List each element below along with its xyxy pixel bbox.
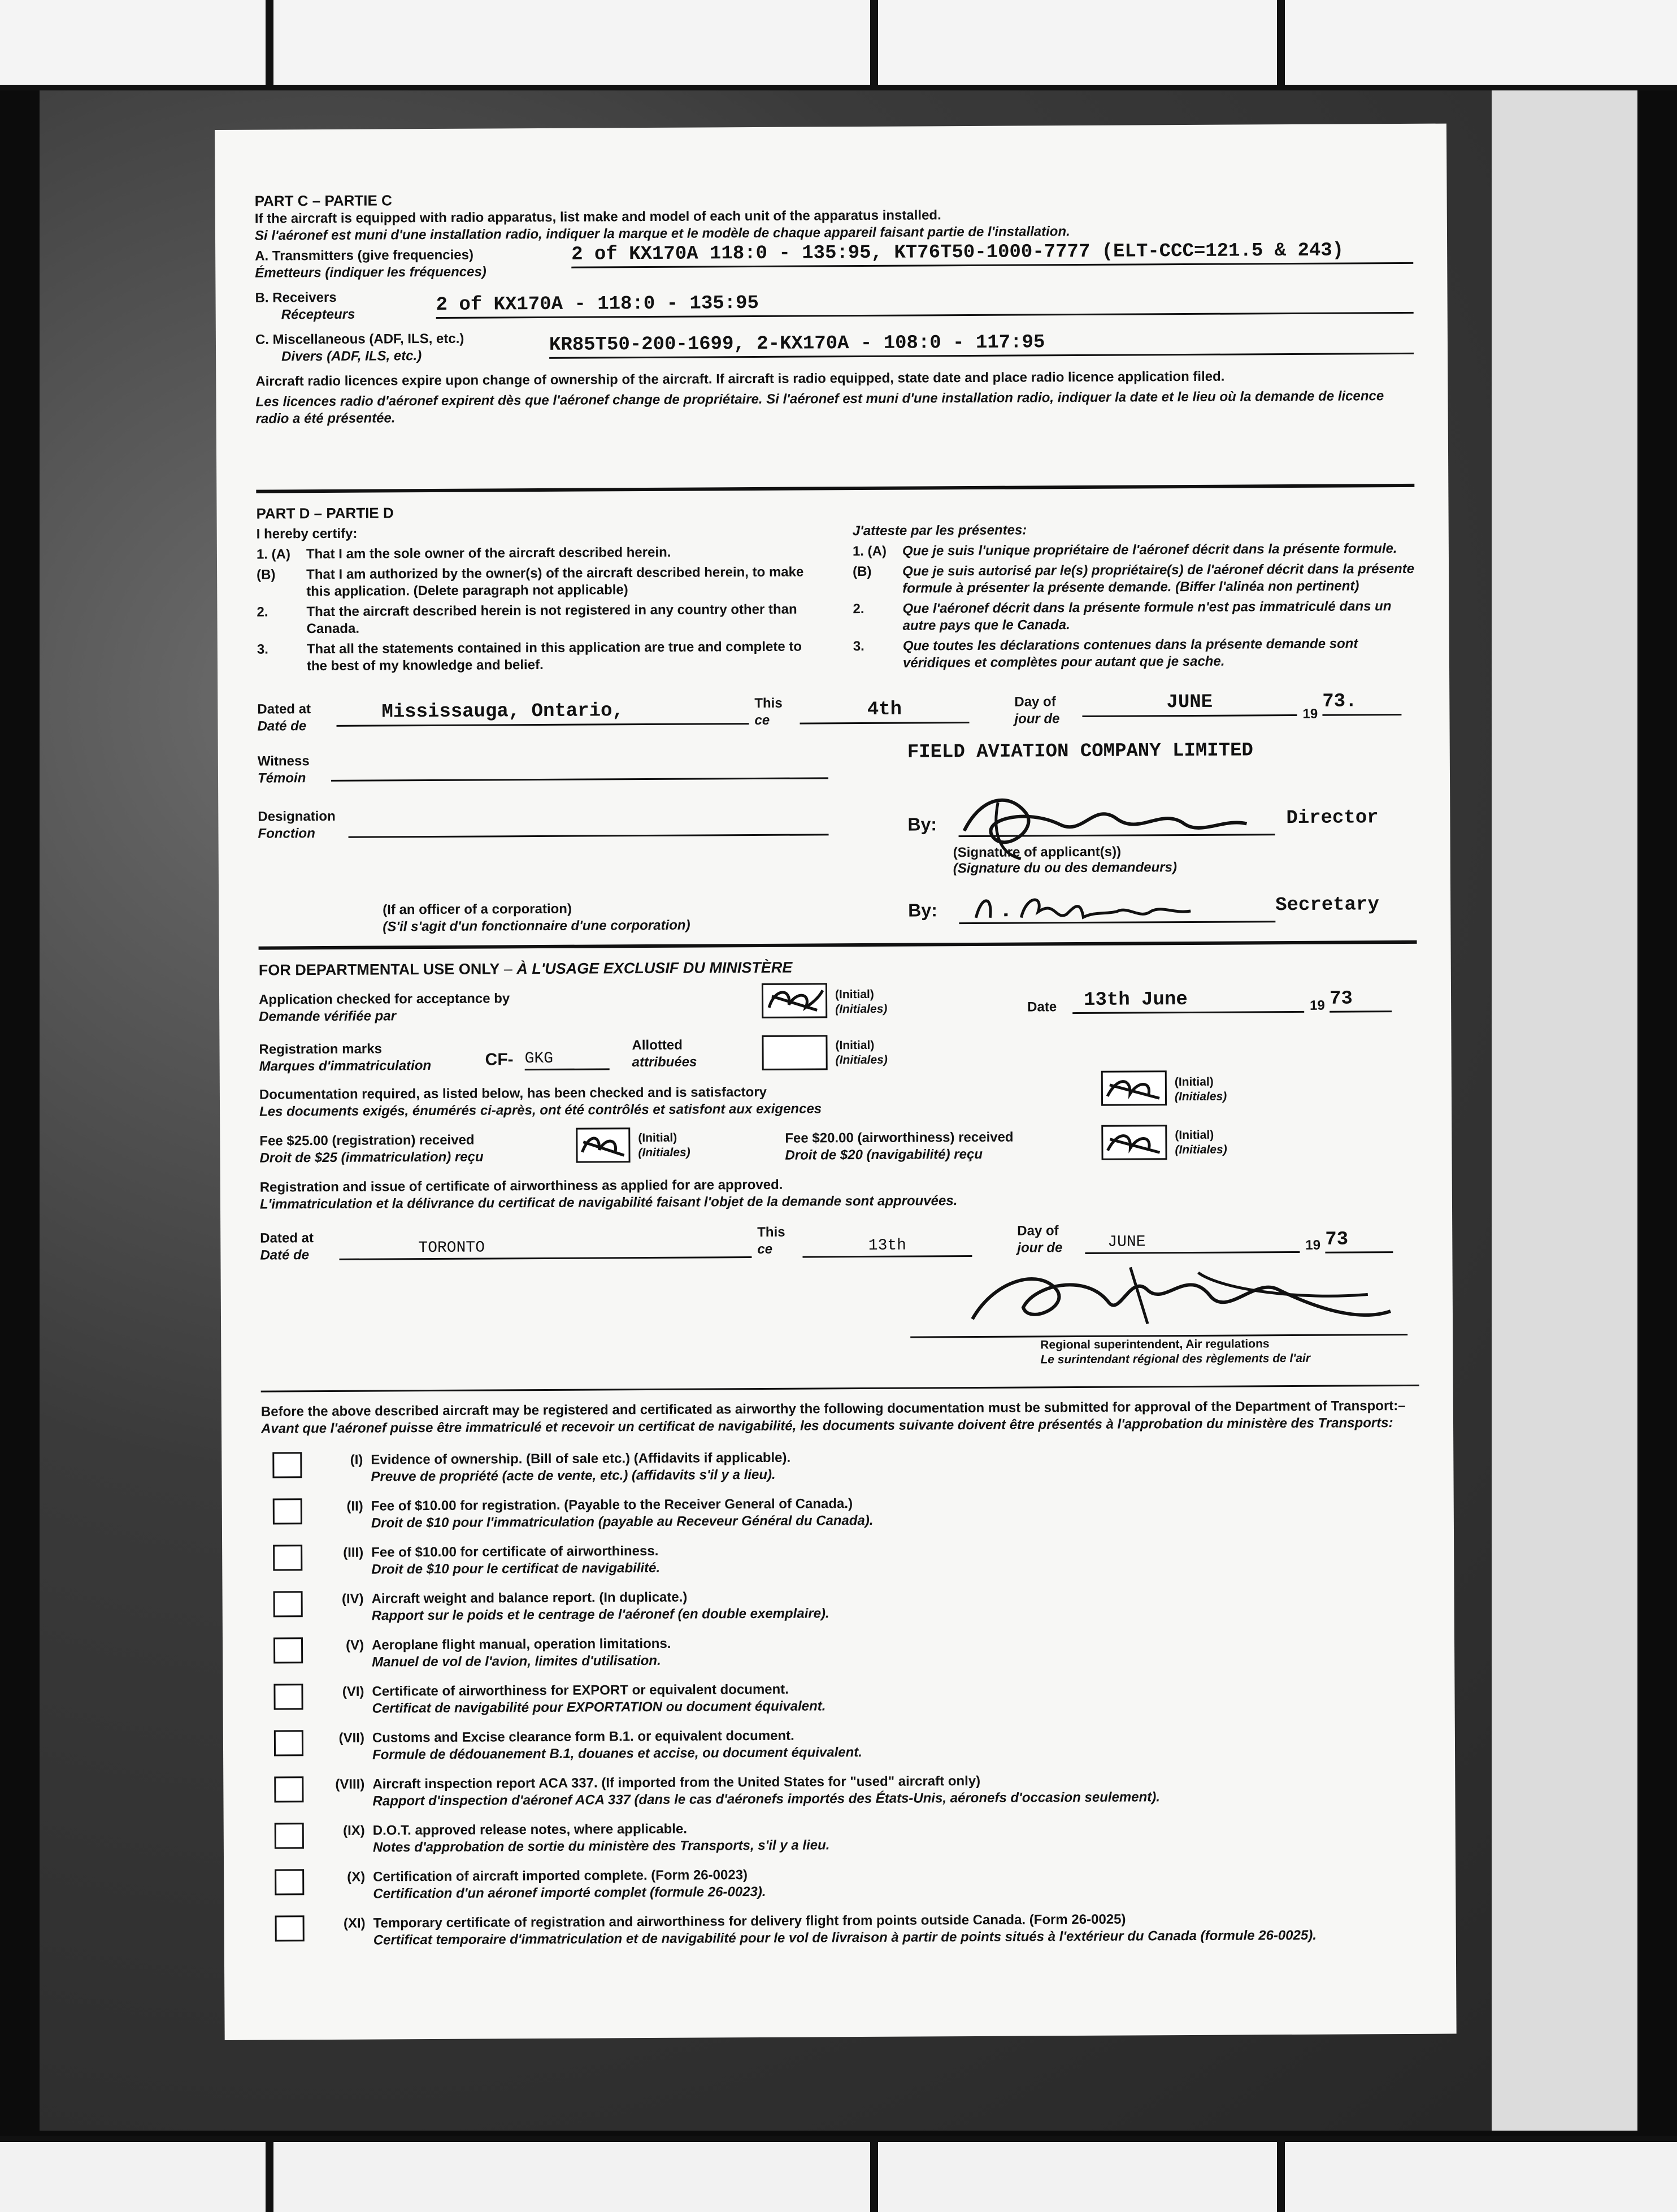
receivers-row — [255, 283, 1413, 326]
part-c — [255, 186, 1414, 427]
licence-note-fr: Les licences radio d'aéronef expirent dès que l'aéronef change de propriétaire. Si l'aéronef est muni d'une installation radio, indiquer la date et le lieu où la demande de licence radio a été présentée. — [255, 388, 1384, 427]
part-d-heading: PART D – PARTIE D — [256, 504, 394, 522]
certify-english-column — [257, 523, 819, 678]
document-item: (VIII) Aircraft inspection report ACA 337. (If imported from the United States for "used" aircraft only) Rapport d'inspection d'aéronef ACA 337 (dans le cas d'aéronefs importés des États-Unis, aéronefs d'occasion seulement). — [274, 1771, 1421, 1811]
document-item: (II) Fee of $10.00 for registration. (Payable to the Receiver General of Canada.) Droit de $10 pour l'immatriculation (payable au Receveur Général du Canada). — [273, 1493, 1420, 1533]
checked-row: Application checked for acceptance by Demande vérifiée par (Initial) (Initiales) Date 13th June 19 73 — [259, 980, 1417, 1031]
certify-item: 3. That all the statements contained in this application are true and complete to the best of my knowledge and belief. — [257, 639, 802, 674]
regional-caption-en: Regional superintendent, Air regulations — [1040, 1337, 1270, 1352]
section-divider — [261, 1385, 1419, 1393]
certify-french-column — [853, 520, 1415, 675]
secretary-signature — [970, 888, 1196, 929]
document-checkbox[interactable] — [273, 1591, 303, 1617]
frame-post — [870, 0, 878, 85]
document-item: (XI) Temporary certificate of registration and airworthiness for delivery flight from points outside Canada. (Form 26-0025) Certificat temporaire d'immatriculation et de navigabilité pour le vol de livraison à partir de points situés à l'extérieur du Canada (formule 26-0025). — [275, 1910, 1422, 1950]
document-item: (VI) Certificate of airworthiness for EXPORT or equivalent document. Certificat de navigabilité pour EXPORTATION ou document équivalent. — [273, 1678, 1420, 1718]
witness-label-fr: Témoin — [257, 770, 306, 786]
receivers-label-fr: Récepteurs — [281, 306, 355, 322]
frame-post — [1277, 0, 1285, 85]
approved-fr: L'immatriculation et la délivrance du certificat de navigabilité faisant l'objet de la demande sont approuvées. — [259, 1192, 958, 1212]
document-checkbox[interactable] — [274, 1776, 303, 1802]
registration-mark-field[interactable]: GKG — [525, 1048, 610, 1070]
approval-day-field[interactable]: 13th — [802, 1235, 972, 1258]
transmitters-field[interactable]: 2 of KX170A 118:0 - 135:95, KT76T50-1000-7777 (ELT-CCC=121.5 & 243) — [571, 238, 1413, 268]
certify-item: 1. (A) That I am the sole owner of the aircraft described herein. — [256, 544, 671, 562]
by-label: By: — [907, 814, 937, 835]
document-checkbox[interactable] — [275, 1823, 304, 1849]
frame-post — [870, 2142, 878, 2212]
dated-row — [257, 691, 1415, 743]
document-checkbox[interactable] — [273, 1545, 302, 1571]
approval-month-field[interactable]: JUNE — [1085, 1231, 1300, 1254]
year-prefix: 19 — [1310, 997, 1325, 1013]
dated-at-field[interactable]: Mississauga, Ontario, — [336, 699, 749, 726]
documents-intro-en: Before the above described aircraft may be registered and certificated as airworthy the following documentation must be submitted for approval of the Department of Transport:– — [260, 1398, 1406, 1420]
frame-post — [266, 2142, 273, 2212]
this-label-fr: ce — [754, 712, 770, 728]
certify-item: 1. (A) Que je suis l'unique propriétaire de l'aéronef décrit dans la présente formule. — [852, 541, 1397, 559]
witness-field[interactable] — [331, 764, 828, 782]
fee-airworthiness-en: Fee $20.00 (airworthiness) received — [785, 1129, 1014, 1146]
document-item: (X) Certification of aircraft imported complete. (Form 26-0023) Certification d'un aéronef importé complet (formule 26-0023). — [275, 1863, 1422, 1903]
checked-label-fr: Demande vérifiée par — [259, 1008, 397, 1025]
fee-registration-en: Fee $25.00 (registration) received — [259, 1132, 475, 1149]
signature-caption-row — [258, 844, 1417, 886]
documentation-initial-box[interactable] — [1101, 1070, 1167, 1106]
section-divider — [256, 483, 1414, 493]
certify-item: (B) That I am authorized by the owner(s) of the aircraft described herein, to make this application. (Delete paragraph not applicable) — [257, 564, 804, 600]
document-item: (VII) Customs and Excise clearance form B.1. or equivalent document. Formule de dédouanement B.1, douanes et accise, ou document équivalent. — [274, 1724, 1421, 1764]
designation-label-fr: Fonction — [258, 826, 315, 842]
by-label: By: — [908, 900, 937, 921]
day-of-label-en: Day of — [1014, 694, 1056, 710]
approval-place-field[interactable]: TORONTO — [339, 1237, 751, 1260]
licence-note-en: Aircraft radio licences expire upon change of ownership of the aircraft. If aircraft is radio equipped, state date and place radio licence application filed. — [255, 368, 1225, 389]
certify-item: 2. That the aircraft described herein is not registered in any country other than Canada. — [257, 601, 797, 637]
month-field[interactable]: JUNE — [1082, 690, 1297, 717]
miscellaneous-row — [255, 325, 1414, 367]
registration-form-page — [215, 124, 1457, 2040]
transmitters-row — [255, 241, 1413, 284]
transmitters-label-fr: Émetteurs (indiquer les fréquences) — [255, 263, 486, 281]
docreq-label-en: Documentation required, as listed below, has been checked and is satisfactory — [259, 1084, 767, 1103]
fee-airworthiness-initial-box[interactable] — [1101, 1125, 1167, 1160]
approved-en: Registration and issue of certificate of airworthiness as applied for are approved. — [259, 1177, 783, 1195]
fee-registration-initial-box[interactable] — [576, 1127, 630, 1163]
document-checkbox[interactable] — [273, 1498, 302, 1524]
part-c-intro-fr: Si l'aéronef est muni d'une installation radio, indiquer la marque et le modèle de chaque appareil faisant partie de l'installation. — [254, 223, 1070, 244]
document-checkbox[interactable] — [275, 1869, 304, 1895]
certify-item: 2. Que l'aéronef décrit dans la présente formule n'est pas immatriculé dans un autre pays que le Canada. — [853, 598, 1392, 634]
title-director: Director — [1286, 807, 1379, 830]
officer-row — [258, 891, 1417, 942]
required-documents — [261, 1398, 1422, 1950]
this-day-field[interactable]: 4th — [800, 697, 969, 724]
document-checkbox[interactable] — [272, 1452, 302, 1478]
receivers-label-en: B. Receivers — [255, 289, 337, 306]
check-year-field[interactable]: 73 — [1330, 987, 1392, 1013]
departmental-use — [258, 955, 1419, 1367]
designation-field[interactable] — [348, 820, 828, 838]
signature-caption-fr: (Signature du ou des demandeurs) — [953, 860, 1177, 877]
document-checkbox[interactable] — [275, 1915, 305, 1941]
signature-caption-en: (Signature of applicant(s)) — [953, 844, 1122, 861]
fees-row: Fee $25.00 (registration) received Droit de $25 (immatriculation) reçu (Initial) (Initiales) Fee $20.00 (airworthiness) received Droit de $20 (navigabilité) reçu (Initial) (Initiales) — [259, 1124, 1418, 1175]
document-item: (V) Aeroplane flight manual, operation limitations. Manuel de vol de l'avion, limites d'utilisation. — [273, 1632, 1420, 1672]
date-label: Date — [1027, 999, 1057, 1015]
document-checkbox[interactable] — [273, 1684, 303, 1710]
check-date-field[interactable]: 13th June — [1072, 987, 1304, 1014]
this-label-en: This — [754, 695, 783, 712]
company-name: FIELD AVIATION COMPANY LIMITED — [907, 740, 1253, 764]
document-checkbox[interactable] — [273, 1637, 303, 1663]
approval-year-field[interactable]: 73 — [1325, 1228, 1393, 1254]
part-c-heading: PART C – PARTIE C — [254, 192, 392, 210]
document-checkbox[interactable] — [274, 1730, 303, 1756]
officer-note-fr: (S'il s'agit d'un fonctionnaire d'une corporation) — [383, 917, 690, 935]
document-item: (I) Evidence of ownership. (Bill of sale etc.) (Affidavits if applicable). Preuve de propriété (acte de vente, etc.) (affidavits s'il y a lieu). — [272, 1446, 1419, 1486]
documentation-row: Documentation required, as listed below, has been checked and is satisfactory Les documents exigés, énumérés ci-après, ont été contrôlés et satisfont aux exigences (Initial) (Initiales) — [259, 1081, 1418, 1126]
cf-prefix: CF- — [485, 1050, 514, 1069]
part-d — [256, 498, 1417, 942]
fee-airworthiness-fr: Droit de $20 (navigabilité) reçu — [785, 1146, 983, 1163]
regmarks-label-en: Registration marks — [259, 1041, 382, 1057]
officer-note-en: (If an officer of a corporation) — [383, 901, 572, 918]
section-divider — [259, 940, 1417, 950]
certify-en: I hereby certify: — [256, 526, 358, 542]
film-frame-bottom — [0, 2136, 1677, 2212]
departmental-heading: FOR DEPARTMENTAL USE ONLY – À L'USAGE EXCLUSIF DU MINISTÈRE — [258, 958, 793, 979]
certify-fr: J'atteste par les présentes: — [852, 522, 1027, 539]
misc-label-en: C. Miscellaneous (ADF, ILS, etc.) — [255, 331, 464, 348]
document-item: (IX) D.O.T. approved release notes, where applicable. Notes d'approbation de sortie du ministère des Transports, s'il y a lieu. — [275, 1817, 1422, 1857]
transmitters-label-en: A. Transmitters (give frequencies) — [255, 247, 474, 264]
certify-item: (B) Que je suis autorisé par le(s) propriétaire(s) de l'aéronef décrit dans la présente formule à présenter la présente demande. (Biffer l'alinéa non pertinent) — [853, 561, 1415, 596]
misc-field[interactable]: KR85T50-200-1699, 2-KX170A - 108:0 - 117:95 — [549, 328, 1414, 359]
year-field[interactable]: 73. — [1322, 689, 1401, 715]
certify-item: 3. Que toutes les déclarations contenues dans la présente demande sont véridiques et complètes pour autant que je sache. — [853, 636, 1358, 671]
witness-label-en: Witness — [257, 753, 310, 769]
approval-dated-row: Dated at Daté de TORONTO This ce 13th Day of jour de JUNE 19 73 — [260, 1224, 1418, 1272]
regmarks-label-fr: Marques d'immatriculation — [259, 1057, 432, 1074]
allotted-initial-box[interactable] — [762, 1035, 827, 1070]
misc-label-fr: Divers (ADF, ILS, etc.) — [281, 348, 422, 364]
dated-at-label-fr: Daté de — [257, 718, 307, 734]
title-secretary: Secretary — [1275, 894, 1379, 917]
regional-signature-row — [260, 1266, 1419, 1367]
day-of-label-fr: jour de — [1014, 711, 1060, 727]
document-item: (IV) Aircraft weight and balance report. (In duplicate.) Rapport sur le poids et le centrage de l'aéronef (en double exemplaire). — [273, 1585, 1420, 1625]
document-item: (III) Fee of $10.00 for certificate of airworthiness. Droit de $10 pour le certificat de navigabilité. — [273, 1539, 1420, 1579]
underlying-page — [1492, 90, 1637, 2131]
regional-caption-fr: Le surintendant régional des règlements de l'air — [1040, 1351, 1311, 1367]
registration-marks-row: Registration marks Marques d'immatriculation CF- GKG Allotted attribuées (Initial) (Initiales) — [259, 1030, 1417, 1081]
year-prefix: 19 — [1302, 706, 1318, 722]
checked-label-en: Application checked for acceptance by — [258, 991, 510, 1008]
frame-post — [266, 0, 273, 85]
allotted-label-en: Allotted — [632, 1037, 683, 1053]
documents-intro-fr: Avant que l'aéronef puisse être immatriculé et recevoir un certificat de navigabilité, les documents suivante doivent être présentés à l'approbation du ministère des Transports: — [260, 1415, 1393, 1437]
designation-row — [258, 797, 1416, 857]
receivers-field[interactable]: 2 of KX170A - 118:0 - 135:95 — [436, 288, 1414, 319]
docreq-label-fr: Les documents exigés, énumérés ci-après, ont été contrôlés et satisfont aux exigences — [259, 1101, 822, 1120]
part-c-intro-en: If the aircraft is equipped with radio apparatus, list make and model of each unit of the apparatus installed. — [254, 207, 941, 227]
fee-registration-fr: Droit de $25 (immatriculation) reçu — [259, 1149, 484, 1166]
designation-label-en: Designation — [258, 808, 336, 825]
frame-post — [1277, 2142, 1285, 2212]
regional-superintendent-signature — [961, 1255, 1402, 1342]
allotted-label-fr: attribuées — [632, 1054, 697, 1070]
film-frame-top — [0, 0, 1677, 90]
dated-at-label-en: Dated at — [257, 701, 311, 717]
checked-initial-box[interactable] — [762, 983, 827, 1018]
